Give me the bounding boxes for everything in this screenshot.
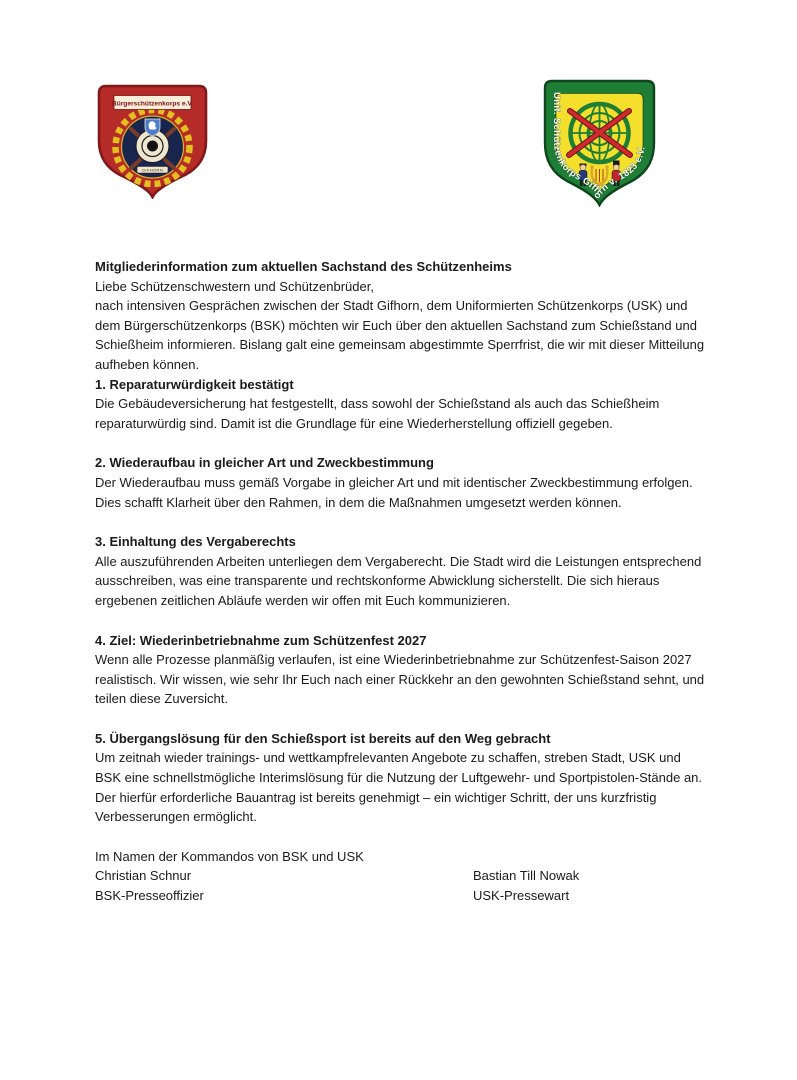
usk-curved-text-path: Unif. Schützenkorps Gifhorn v. 1823 e.V.	[551, 92, 648, 202]
bsk-target-bull	[147, 141, 158, 152]
bsk-banner-text: Bürgerschützenkorps e.V.	[111, 100, 194, 108]
section-3-heading: 3. Einhaltung des Vergaberechts	[95, 534, 296, 550]
section-5-body: Um zeitnah wieder trainings- und wettkampfrelevanten Angebote zu schaffen, streben Stadt, USK und BSK eine schnellstmögliche Interimslösung für die Nutzung der Luftgewehr- und Sportpistolen-Stände an. Der hierfür erforderliche Bauantrag ist bereits genehmigt – ein wichtiger Schritt, der uns kurzfristig Verbesserungen ermöglicht.	[95, 750, 703, 825]
signature-block	[95, 866, 707, 905]
section-2-body: Der Wiederaufbau muss gemäß Vorgabe in gleicher Art und mit identischer Zweckbestimmung erfolgen. Dies schafft Klarheit über den Rahmen, in dem die Maßnahmen umgesetzt werden können.	[95, 474, 693, 510]
signature-usk	[473, 866, 579, 905]
section-2-heading: 2. Wiederaufbau in gleicher Art und Zweckbestimmung	[95, 455, 434, 471]
section-1-body: Die Gebäudeversicherung hat festgestellt, dass sowohl der Schießstand als auch das Schießheim reparaturwürdig sind. Damit ist die Grundlage für eine Wiederherstellung offiziell gegeben.	[95, 396, 660, 431]
section-4-body: Wenn alle Prozesse planmäßig verlaufen, ist eine Wiederinbetriebnahme zur Schützenfest-Saison 2027 realistisch. Wir wissen, wie sehr Ihr Euch nach einer Rückkehr an den gewohnten Schießstand sehnt, und teilen diese Zuversicht.	[95, 652, 705, 707]
bsk-scroll-text: GIFHORN	[141, 167, 164, 173]
signature-usk-role: USK-Pressewart	[473, 888, 570, 904]
signature-usk-name: Bastian Till Nowak	[473, 868, 580, 884]
section-3	[95, 532, 707, 610]
section-3-body: Alle auszuführenden Arbeiten unterliegen dem Vergaberecht. Die Stadt wird die Leistungen entsprechend ausschreiben, was eine transparente und rechtskonforme Abwicklung sicherstellt. Die sich hieraus ergebenen zeitlichen Abläufe werden wir offen mit Euch kommunizieren.	[95, 553, 702, 608]
salutation: Liebe Schützenschwestern und Schützenbrüder,	[95, 278, 374, 294]
section-1	[95, 375, 707, 434]
page-title: Mitgliederinformation zum aktuellen Sachstand des Schützenheims	[95, 259, 512, 274]
intro-paragraph: nach intensiven Gesprächen zwischen der Stadt Gifhorn, dem Uniformierten Schützenkorps (USK) und dem Bürgerschützenkorps (BSK) möchten wir Euch über den aktuellen Sachstand zum Schießstand und Schießheim informieren. Bislang galt eine gemeinsam abgestimmte Sperrfrist, die wir mit dieser Mitteilung aufheben können.	[95, 298, 705, 372]
signature-bsk	[95, 866, 473, 905]
letter-body	[95, 257, 707, 906]
signature-bsk-role: BSK-Presseoffizier	[95, 888, 204, 904]
closing-line: Im Namen der Kommandos von BSK und USK	[95, 848, 364, 864]
usk-crest-icon	[543, 79, 656, 207]
section-1-heading: 1. Reparaturwürdigkeit bestätigt	[95, 376, 294, 392]
section-5-heading: 5. Übergangslösung für den Schießsport ist bereits auf den Weg gebracht	[95, 730, 551, 746]
section-4	[95, 631, 707, 709]
section-2	[95, 453, 707, 512]
signature-bsk-name: Christian Schnur	[95, 868, 192, 884]
section-5	[95, 729, 707, 827]
bsk-crest-icon	[97, 84, 208, 199]
section-4-heading: 4. Ziel: Wiederinbetriebnahme zum Schützenfest 2027	[95, 632, 427, 648]
